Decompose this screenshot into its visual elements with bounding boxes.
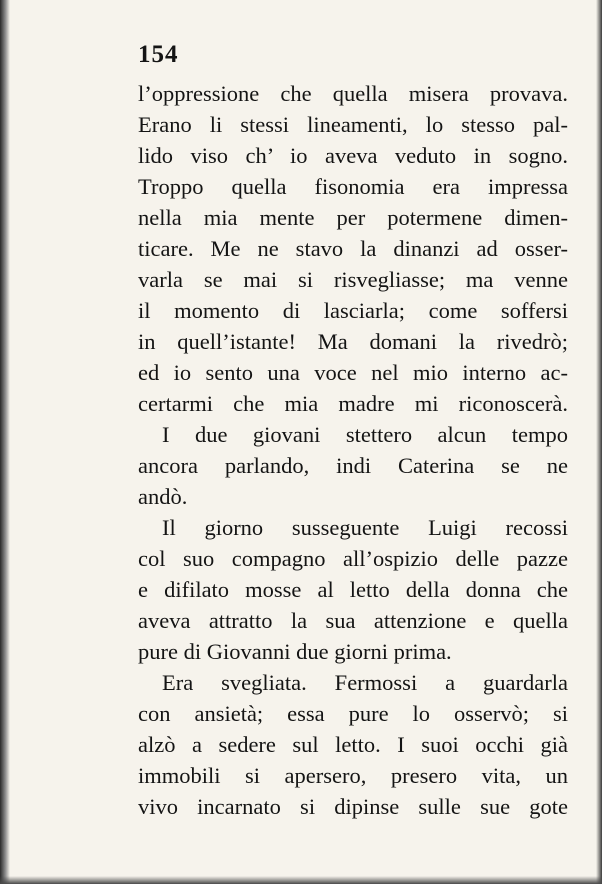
- text-line: Erano li stessi lineamenti, lo stesso pal-: [138, 112, 568, 137]
- text-line: andò.: [138, 484, 188, 509]
- text-line: nella mia mente per potermene dimen-: [138, 205, 568, 230]
- text-line: l’oppressione che quella misera provava.: [138, 81, 568, 106]
- text-line: ed io sento una voce nel mio interno ac-: [138, 360, 568, 385]
- text-line: I due giovani stettero alcun tempo: [162, 422, 568, 447]
- text-line: con ansietà; essa pure lo osservò; si: [138, 701, 568, 726]
- page-number: 154: [138, 41, 179, 68]
- text-line: ancora parlando, indi Caterina se ne: [138, 453, 568, 478]
- text-line: Troppo quella fisonomia era impressa: [138, 174, 568, 199]
- page-bottom-edge: [0, 876, 602, 884]
- body-text: [138, 78, 568, 822]
- page-binding-edge: [0, 0, 10, 884]
- text-line: col suo compagno all’ospizio delle pazze: [138, 546, 568, 571]
- text-line: Era svegliata. Fermossi a guardarla: [162, 670, 568, 695]
- text-line: ticare. Me ne stavo la dinanzi ad osser-: [138, 236, 568, 261]
- text-line: varla se mai si risvegliasse; ma venne: [138, 267, 568, 292]
- text-line: lido viso ch’ io aveva veduto in sogno.: [138, 143, 568, 168]
- text-line: pure di Giovanni due giorni prima.: [138, 639, 452, 664]
- text-line: immobili si apersero, presero vita, un: [138, 763, 568, 788]
- text-line: il momento di lasciarla; come soffersi: [138, 298, 568, 323]
- text-line: vivo incarnato si dipinse sulle sue gote: [138, 794, 568, 819]
- text-line: certarmi che mia madre mi riconoscerà.: [138, 391, 568, 416]
- text-line: alzò a sedere sul letto. I suoi occhi già: [138, 732, 568, 757]
- page-right-edge: [596, 0, 602, 884]
- text-line: Il giorno susseguente Luigi recossi: [162, 515, 568, 540]
- text-line: in quell’istante! Ma domani la rivedrò;: [138, 329, 568, 354]
- text-line: e difilato mosse al letto della donna che: [138, 577, 568, 602]
- text-line: aveva attratto la sua attenzione e quella: [138, 608, 568, 633]
